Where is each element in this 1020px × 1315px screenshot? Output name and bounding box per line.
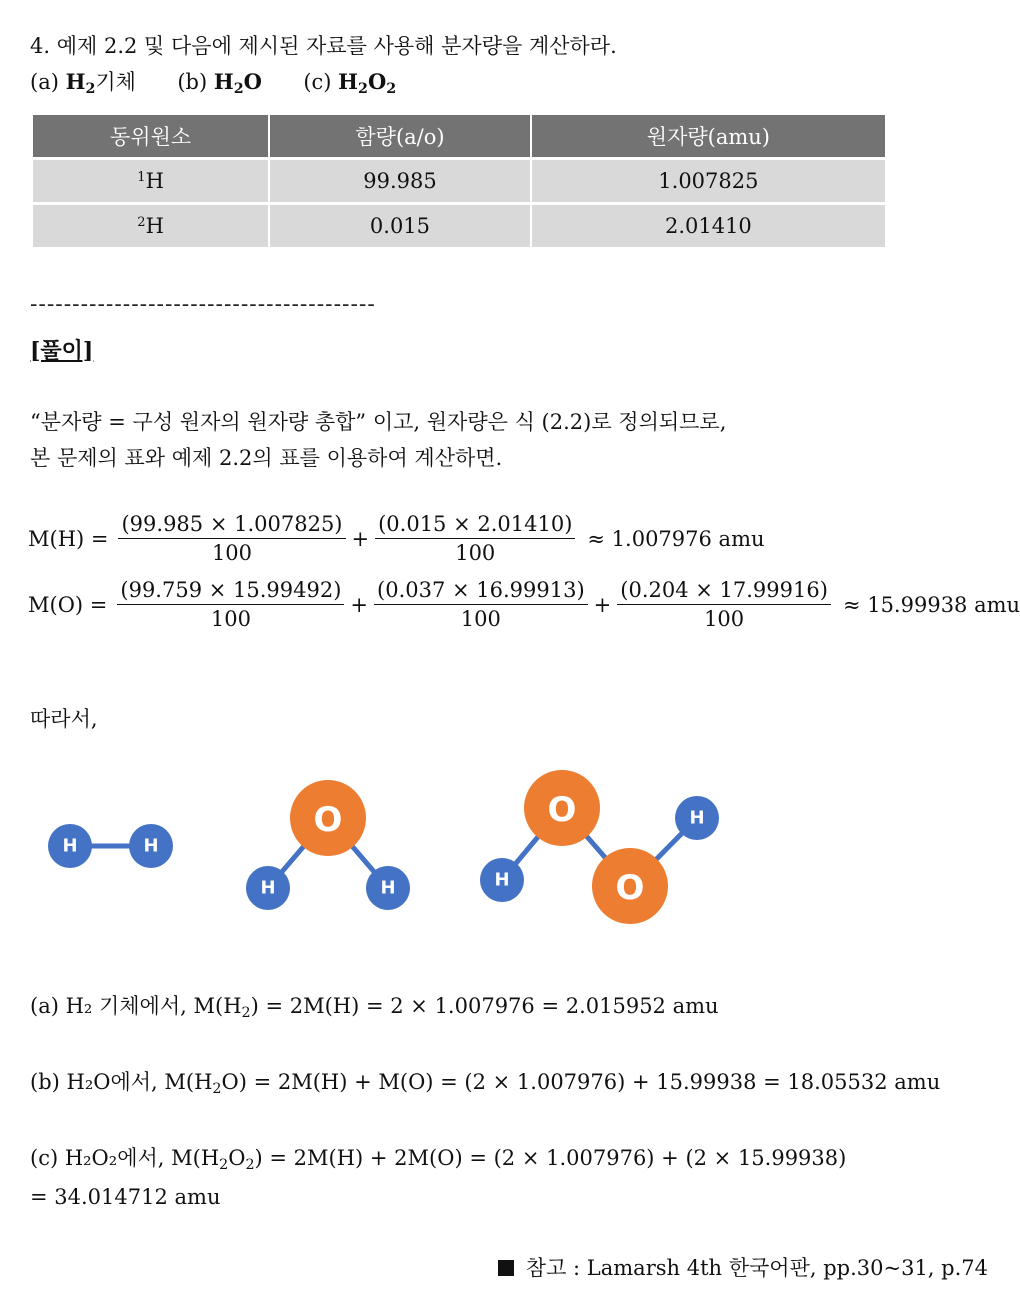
header-isotope: 동위원소 bbox=[33, 115, 269, 159]
part-a-label: (a) bbox=[30, 70, 59, 94]
fraction-denominator: 100 bbox=[211, 541, 253, 565]
answer-a-formula: = 2M(H) = 2 × 1.007976 = 2.015952 amu bbox=[265, 994, 719, 1018]
plus-sign: + bbox=[593, 592, 612, 617]
mo-fraction-1 bbox=[117, 578, 344, 631]
answer-b-lhs: $M(H_2O)$ bbox=[164, 1070, 247, 1097]
h2o2-molecule bbox=[480, 770, 719, 924]
isotope-cell bbox=[33, 204, 269, 248]
fraction-numerator: (99.985 × 1.007825) bbox=[118, 512, 345, 539]
answer-b bbox=[30, 1066, 940, 1096]
mo-result: ≈ 15.99938 amu bbox=[842, 592, 1020, 617]
solution-intro-line2: 본 문제의 표와 예제 2.2의 표를 이용하여 계산하면. bbox=[30, 446, 503, 470]
answer-b-prefix: (b) H₂O에서, bbox=[30, 1070, 158, 1094]
answer-c-lhs: $M(H_2O_2)$ bbox=[171, 1146, 263, 1173]
atom-label: H bbox=[380, 877, 396, 899]
mass-number: 2 bbox=[137, 214, 146, 230]
atom-label: O bbox=[547, 790, 577, 830]
atom-label: H bbox=[260, 877, 276, 899]
fraction-numerator: (0.015 × 2.01410) bbox=[375, 512, 575, 539]
table-row bbox=[33, 159, 885, 204]
equation-mh bbox=[28, 512, 765, 565]
separator-line: ----------------------------------------- bbox=[30, 292, 376, 317]
element-symbol: H bbox=[145, 214, 164, 238]
answer-a-lhs: $M(H_2)$ bbox=[193, 994, 259, 1021]
mo-fraction-3 bbox=[617, 578, 831, 631]
atom-label: H bbox=[143, 835, 159, 857]
table-header-row bbox=[33, 115, 885, 159]
element-symbol: H bbox=[145, 169, 164, 193]
isotope-cell bbox=[33, 159, 269, 204]
mo-lhs: M(O) = bbox=[28, 592, 108, 617]
atom-label: H bbox=[62, 835, 78, 857]
square-bullet-icon bbox=[498, 1260, 514, 1276]
fraction-numerator: (0.037 × 16.99913) bbox=[374, 578, 588, 605]
mo-fraction-2 bbox=[374, 578, 588, 631]
mh-lhs: M(H) = bbox=[28, 526, 109, 551]
part-a-suffix: 기체 bbox=[95, 70, 136, 94]
equation-mo bbox=[28, 578, 1020, 631]
part-a-formula: $H_2$ bbox=[65, 69, 96, 97]
fraction-denominator: 100 bbox=[455, 541, 496, 565]
answer-c-result: = 34.014712 amu bbox=[30, 1185, 221, 1209]
fraction-numerator: (99.759 × 15.99492) bbox=[117, 578, 344, 605]
fraction-denominator: 100 bbox=[210, 607, 251, 631]
plus-sign: + bbox=[350, 592, 369, 617]
atom-label: H bbox=[494, 869, 510, 891]
molecule-diagrams bbox=[0, 760, 1000, 940]
answer-c bbox=[30, 1142, 846, 1172]
solution-intro-line1: “분자량 = 구성 원자의 원자량 총합” 이고, 원자량은 식 (2.2)로 정의되므로, bbox=[30, 410, 727, 434]
reference-text: 참고 : Lamarsh 4th 한국어판, pp.30~31, p.74 bbox=[525, 1256, 988, 1280]
solution-heading: [풀이] bbox=[30, 338, 94, 364]
plus-sign: + bbox=[351, 526, 370, 551]
therefore-text: 따라서, bbox=[30, 707, 98, 731]
reference-note bbox=[498, 1252, 988, 1282]
atomic-mass-cell: 2.01410 bbox=[531, 204, 885, 248]
abundance-cell: 99.985 bbox=[269, 159, 531, 204]
atom-label: O bbox=[313, 800, 343, 840]
atomic-mass-cell: 1.007825 bbox=[531, 159, 885, 204]
mass-number: 1 bbox=[137, 169, 146, 185]
fraction-denominator: 100 bbox=[704, 607, 745, 631]
fraction-denominator: 100 bbox=[460, 607, 501, 631]
mh-fraction-2 bbox=[375, 512, 575, 565]
part-c-formula: $H_2O_2$ bbox=[338, 69, 397, 97]
answer-c-prefix: (c) H₂O₂에서, bbox=[30, 1146, 165, 1170]
table-row bbox=[33, 204, 885, 248]
fraction-numerator: (0.204 × 17.99916) bbox=[617, 578, 831, 605]
answer-a bbox=[30, 990, 719, 1020]
part-b-label: (b) bbox=[177, 70, 208, 94]
h2-molecule bbox=[48, 824, 173, 868]
isotope-table bbox=[33, 115, 885, 247]
atom-label: O bbox=[615, 868, 645, 908]
answer-a-prefix: (a) H₂ 기체에서, bbox=[30, 994, 187, 1018]
answer-b-formula: = 2M(H) + M(O) = (2 × 1.007976) + 15.99938 = 18.05532 amu bbox=[253, 1070, 941, 1094]
mh-result: ≈ 1.007976 amu bbox=[587, 526, 765, 551]
problem-statement: 4. 예제 2.2 및 다음에 제시된 자료를 사용해 분자량을 계산하라. bbox=[30, 34, 617, 58]
header-atomic-mass: 원자량(amu) bbox=[531, 115, 885, 159]
problem-parts bbox=[30, 66, 396, 96]
part-b-formula: $H_2O$ bbox=[213, 69, 262, 97]
mh-fraction-1 bbox=[118, 512, 345, 565]
abundance-cell: 0.015 bbox=[269, 204, 531, 248]
h2o-molecule bbox=[246, 780, 410, 910]
answer-c-formula: = 2M(H) + 2M(O) = (2 × 1.007976) + (2 × 15.99938) bbox=[269, 1146, 847, 1170]
header-abundance: 함량(a/o) bbox=[269, 115, 531, 159]
atom-label: H bbox=[689, 807, 705, 829]
part-c-label: (c) bbox=[303, 70, 332, 94]
